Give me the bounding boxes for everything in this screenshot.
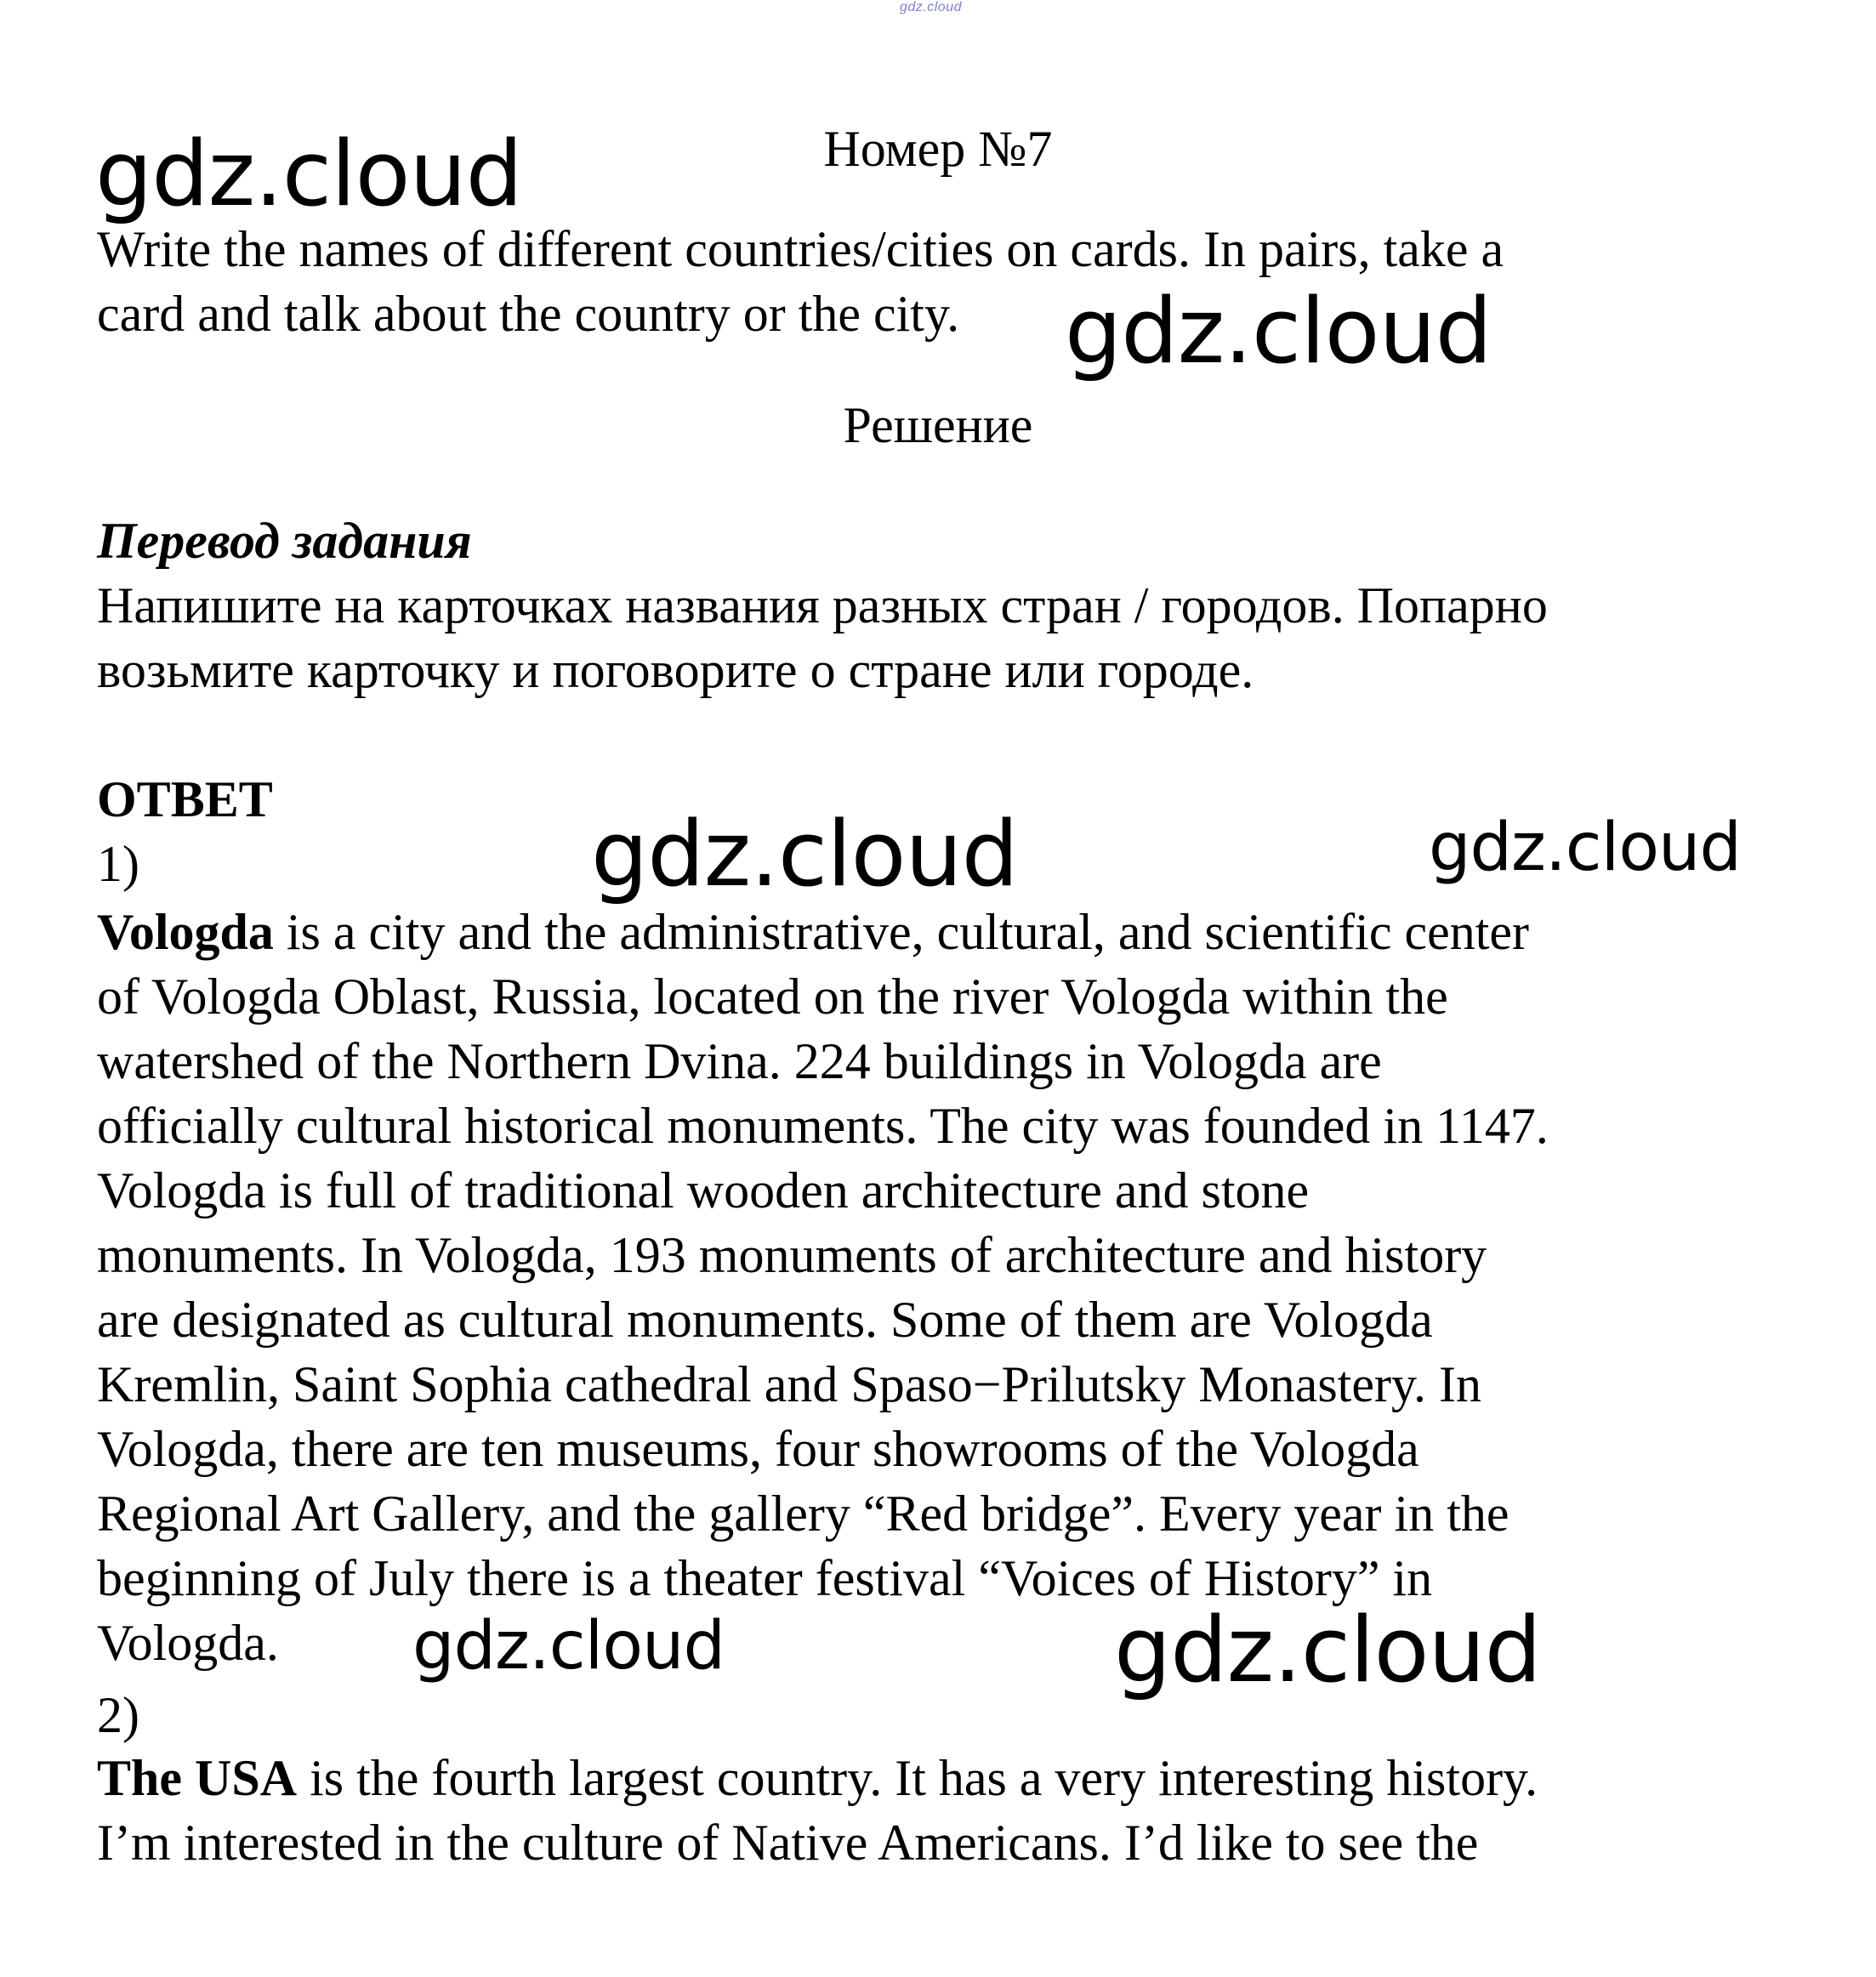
translation-line: возьмите карточку и поговорите о стране или городе.: [97, 642, 1254, 698]
watermark: gdz.cloud: [1114, 1598, 1541, 1702]
translation-heading: Перевод задания: [97, 513, 472, 569]
solution-label: Решение: [843, 397, 1033, 453]
watermark: gdz.cloud: [412, 1608, 725, 1684]
paragraph-line: Kremlin, Saint Sophia cathedral and Spaso−Prilutsky Monastery. In: [97, 1356, 1482, 1412]
watermark: gdz.cloud: [1065, 279, 1492, 383]
translation-text: [97, 573, 1798, 702]
top-watermark: gdz.cloud: [900, 0, 962, 14]
task-line: card and talk about the country or the city.: [97, 286, 960, 342]
paragraph-line: officially cultural historical monuments. The city was founded in 1147.: [97, 1098, 1549, 1154]
paragraph-line: watershed of the Northern Dvina. 224 buildings in Vologda are: [97, 1033, 1382, 1089]
paragraph-line: Vologda is full of traditional wooden architecture and stone: [97, 1162, 1310, 1219]
paragraph-first-line: [97, 900, 1798, 964]
paragraph-line: monuments. In Vologda, 193 monuments of architecture and history: [97, 1227, 1487, 1283]
page-title: Номер №7: [823, 121, 1053, 177]
answer-paragraph-1: [97, 900, 1798, 1675]
watermark: gdz.cloud: [1429, 810, 1741, 886]
watermark: gdz.cloud: [95, 122, 522, 226]
paragraph-first-line: [97, 1746, 1798, 1810]
item-number: 1): [97, 836, 139, 892]
watermark: gdz.cloud: [591, 802, 1018, 906]
paragraph-line: Regional Art Gallery, and the gallery “Red bridge”. Every year in the: [97, 1486, 1509, 1542]
line-text: is a city and the administrative, cultural, and scientific center: [273, 904, 1529, 960]
answer-heading: ОТВЕТ: [97, 771, 273, 827]
task-text: [97, 217, 1798, 346]
answer-paragraph-2: [97, 1746, 1798, 1875]
bold-term: The USA: [97, 1750, 298, 1806]
task-line: Write the names of different countries/cities on cards. In pairs, take a: [97, 221, 1504, 277]
paragraph-line: are designated as cultural monuments. Some of them are Vologda: [97, 1292, 1433, 1348]
paragraph-line: Vologda.: [97, 1615, 279, 1671]
bold-term: Vologda: [97, 904, 274, 960]
paragraph-line: I’m interested in the culture of Native Americans. I’d like to see the: [97, 1815, 1479, 1871]
paragraph-line: Vologda, there are ten museums, four showrooms of the Vologda: [97, 1421, 1419, 1477]
item-number: 2): [97, 1687, 139, 1743]
paragraph-line: beginning of July there is a theater festival “Voices of History” in: [97, 1550, 1433, 1606]
paragraph-line: of Vologda Oblast, Russia, located on the river Vologda within the: [97, 969, 1448, 1025]
translation-line: Напишите на карточках названия разных стран / городов. Попарно: [97, 577, 1548, 633]
line-text: is the fourth largest country. It has a very interesting history.: [297, 1750, 1538, 1806]
